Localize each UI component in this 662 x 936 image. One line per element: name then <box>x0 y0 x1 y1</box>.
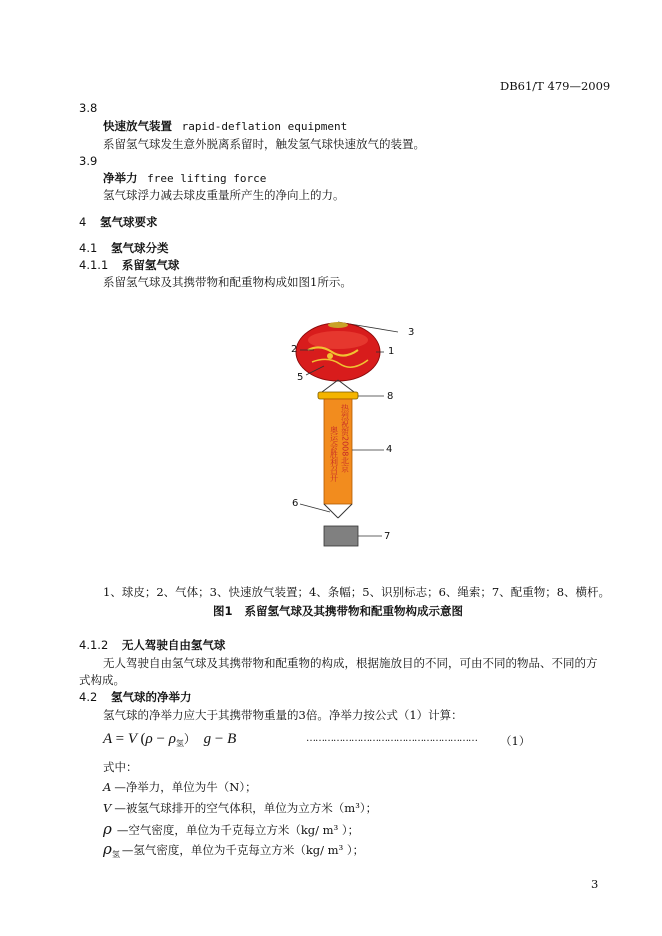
balloon-highlight <box>308 331 368 349</box>
definition-3-8: 系留氢气球发生意外脱离系留时，触发氢气球快速放气的装置。 <box>103 137 425 151</box>
heading-number: 4 <box>79 215 87 229</box>
where-symbol: ρ <box>103 840 112 858</box>
ballast-weight <box>324 526 358 546</box>
figure-caption <box>213 603 463 619</box>
where-desc: —空气密度，单位为千克每立方米（kg/ m³ ）； <box>116 823 360 837</box>
where-desc: —氢气密度，单位为千克每立方米（kg/ m³ ）； <box>121 843 365 857</box>
term-3-8 <box>103 118 347 134</box>
heading-title: 系留氢气球 <box>121 258 180 272</box>
rope <box>322 380 338 392</box>
figure-label-3: 3 <box>408 327 415 338</box>
heading-title: 氢气球的净举力 <box>110 690 192 704</box>
figure-label-8: 8 <box>387 391 394 402</box>
where-symbol: ρ <box>103 820 112 838</box>
formula-eq: = <box>115 731 125 747</box>
heading-4-2 <box>79 689 191 705</box>
formula-minus: − <box>214 731 224 747</box>
section-number-3-9: 3.9 <box>79 154 98 168</box>
figure-label-2: 2 <box>291 344 298 355</box>
paragraph-4-1-1: 系留氢气球及其携带物和配重物构成如图1所示。 <box>103 275 352 289</box>
heading-4-1 <box>79 240 168 256</box>
header-doc-id: DB61/T 479—2009 <box>500 79 611 93</box>
where-desc: —被氢气球排开的空气体积，单位为立方米（m³）； <box>114 801 378 815</box>
formula-rho: ρ <box>145 731 153 747</box>
formula-var-A: A <box>103 731 112 747</box>
figure-label-7: 7 <box>384 531 391 542</box>
term-en: free lifting force <box>147 172 267 185</box>
formula-var-V: V <box>127 731 137 747</box>
rope <box>338 380 354 392</box>
formula-var-g: g <box>203 731 212 747</box>
heading-4-1-2 <box>79 637 225 653</box>
page-number: 3 <box>591 877 599 891</box>
heading-title: 无人驾驶自由氢气球 <box>121 638 226 652</box>
where-intro: 式中： <box>103 760 138 774</box>
term-en: rapid-deflation equipment <box>181 120 348 133</box>
where-item <box>103 779 257 795</box>
balloon-cap <box>328 322 348 328</box>
crossbar <box>318 392 358 399</box>
identification-mark <box>327 353 333 359</box>
formula-var-B: B <box>227 731 237 747</box>
where-desc: —净举力，单位为牛（N）； <box>114 780 257 794</box>
figure-legend: 1、球皮；2、气体；3、快速放气装置；4、条幅；5、识别标志；6、绳索；7、配重物；8、横杆。 <box>103 585 611 599</box>
where-item <box>103 820 359 838</box>
heading-number: 4.1.1 <box>79 258 109 272</box>
caption-number: 图1 <box>213 604 233 618</box>
banner-text-col2: 奥运会胜利召开 <box>329 426 339 482</box>
formula-sub-h: 氢 <box>175 739 184 748</box>
heading-title: 氢气球要求 <box>99 215 158 229</box>
where-symbol: V <box>103 801 112 815</box>
paragraph-4-1-2-line1: 无人驾驶自由氢气球及其携带物和配重物的构成，根据施放目的不同，可由不同的物品、不同的方 <box>103 656 598 670</box>
figure-label-1: 1 <box>388 346 395 357</box>
heading-number: 4.1 <box>79 241 98 255</box>
heading-title: 氢气球分类 <box>110 241 169 255</box>
where-subscript: 氢 <box>111 850 120 859</box>
banner-text-col1: 热烈祝贺2008北京 <box>340 404 350 473</box>
heading-4 <box>79 214 157 230</box>
formula-1 <box>103 730 236 749</box>
paragraph-4-1-2-line2: 式构成。 <box>79 673 125 687</box>
heading-number: 4.2 <box>79 690 98 704</box>
where-item <box>103 800 377 816</box>
caption-text: 系留氢气球及其携带物和配重物构成示意图 <box>244 604 464 618</box>
figure-label-4: 4 <box>386 444 393 455</box>
term-3-9 <box>103 170 266 186</box>
formula-dots: ………………………………………………… <box>306 733 477 744</box>
where-item <box>103 840 364 860</box>
term-cn: 快速放气装置 <box>103 119 172 133</box>
definition-3-9: 氢气球浮力减去球皮重量所产生的净向上的力。 <box>103 188 345 202</box>
figure-label-5: 5 <box>297 372 304 383</box>
heading-number: 4.1.2 <box>79 638 109 652</box>
rope <box>338 504 352 518</box>
term-cn: 净举力 <box>103 171 138 185</box>
paragraph-4-2: 氢气球的净举力应大于其携带物重量的3倍。净举力按公式（1）计算： <box>103 708 463 722</box>
formula-minus: − <box>156 731 165 747</box>
formula-paren: ） <box>183 732 196 746</box>
section-number-3-8: 3.8 <box>79 101 98 115</box>
figure-label-6: 6 <box>292 498 299 509</box>
heading-4-1-1 <box>79 257 179 273</box>
where-symbol: A <box>103 780 112 794</box>
formula-paren: ( <box>140 731 146 747</box>
formula-rho-h: ρ <box>168 731 176 747</box>
formula-number: （1） <box>500 734 531 748</box>
